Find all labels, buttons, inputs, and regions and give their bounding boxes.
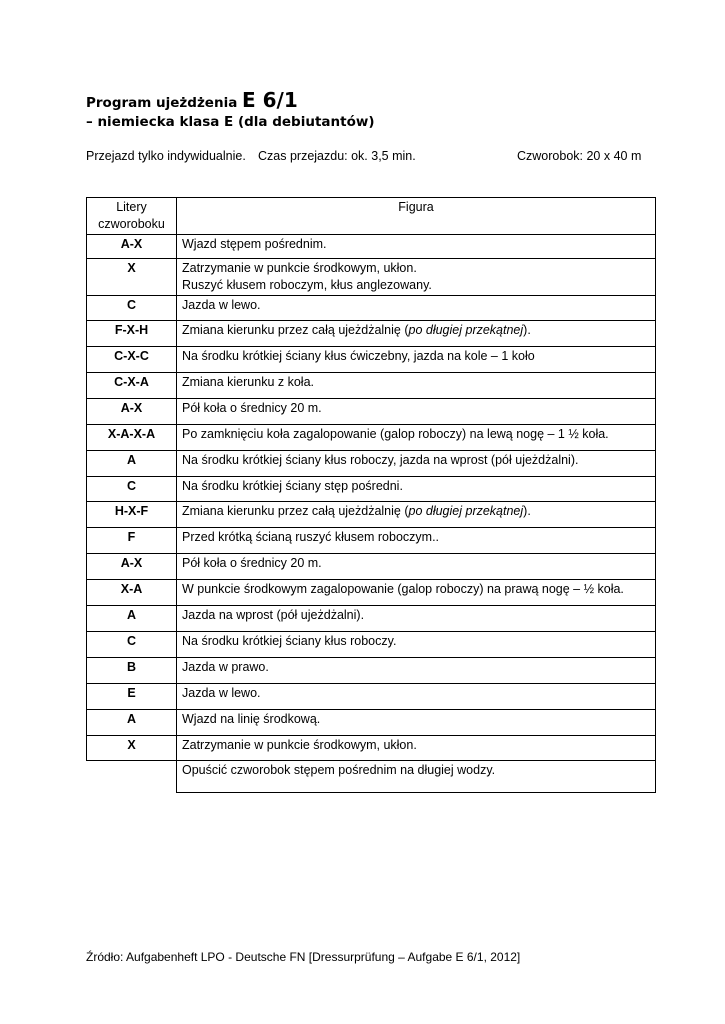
ride-time: Czas przejazdu: ok. 3,5 min. bbox=[258, 149, 416, 163]
figure-text: Po zamknięciu koła zagalopowanie (galop roboczy) na lewą nogę – 1 ½ koła. bbox=[182, 427, 609, 441]
table-row bbox=[87, 347, 656, 373]
row-letters: X bbox=[87, 259, 177, 296]
row-figure bbox=[177, 632, 656, 658]
row-letters: A-X bbox=[87, 399, 177, 425]
row-letters: A-X bbox=[87, 554, 177, 580]
table-row bbox=[87, 235, 656, 259]
row-letters: X bbox=[87, 736, 177, 761]
row-figure bbox=[177, 761, 656, 793]
row-letters: H-X-F bbox=[87, 502, 177, 528]
figure-text: Przed krótką ścianą ruszyć kłusem roboczym.. bbox=[182, 530, 440, 544]
figure-text: Zatrzymanie w punkcie środkowym, ukłon. bbox=[182, 261, 417, 275]
figure-text: Na środku krótkiej ściany kłus roboczy, jazda na wprost (pół ujeżdżalni). bbox=[182, 453, 579, 467]
document-subtitle: – niemiecka klasa E (dla debiutantów) bbox=[86, 114, 375, 130]
test-code: E 6/1 bbox=[242, 88, 298, 112]
figure-text: Pół koła o średnicy 20 m. bbox=[182, 401, 322, 415]
header-figure: Figura bbox=[177, 198, 656, 235]
row-figure bbox=[177, 451, 656, 477]
row-letters: F-X-H bbox=[87, 321, 177, 347]
row-figure bbox=[177, 684, 656, 710]
figure-text: Pół koła o średnicy 20 m. bbox=[182, 556, 322, 570]
figure-text: Na środku krótkiej ściany kłus roboczy. bbox=[182, 634, 397, 648]
table-row bbox=[87, 710, 656, 736]
title-prefix: Program ujeżdżenia bbox=[86, 95, 243, 111]
figure-text: Jazda w prawo. bbox=[182, 660, 269, 674]
figure-text: Zmiana kierunku z koła. bbox=[182, 375, 315, 389]
figure-text: Jazda na wprost (pół ujeżdżalni). bbox=[182, 608, 365, 622]
row-letters: X-A bbox=[87, 580, 177, 606]
row-letters: C bbox=[87, 296, 177, 321]
figure-text: Jazda w lewo. bbox=[182, 298, 261, 312]
figure-text: Zmiana kierunku przez całą ujeżdżalnię ( bbox=[182, 323, 409, 337]
figure-italic-text: po długiej przekątnej bbox=[408, 323, 524, 337]
row-letters: A bbox=[87, 606, 177, 632]
table-row bbox=[87, 554, 656, 580]
ride-mode: Przejazd tylko indywidualnie. bbox=[86, 149, 246, 163]
figure-text-end: ). bbox=[523, 323, 531, 337]
row-letters: E bbox=[87, 684, 177, 710]
figure-text: Opuścić czworobok stępem pośrednim na długiej wodzy. bbox=[182, 763, 496, 777]
table-row bbox=[87, 761, 656, 793]
figure-text-end: ). bbox=[523, 504, 531, 518]
row-figure bbox=[177, 554, 656, 580]
row-figure bbox=[177, 259, 656, 296]
figure-text: W punkcie środkowym zagalopowanie (galop roboczy) na prawą nogę – ½ koła. bbox=[182, 582, 624, 596]
row-figure bbox=[177, 606, 656, 632]
table-row bbox=[87, 321, 656, 347]
row-figure bbox=[177, 373, 656, 399]
row-figure bbox=[177, 321, 656, 347]
figure-text: Wjazd na linię środkową. bbox=[182, 712, 321, 726]
row-figure bbox=[177, 477, 656, 502]
row-letters: F bbox=[87, 528, 177, 554]
row-figure bbox=[177, 425, 656, 451]
table-header-row bbox=[87, 198, 656, 235]
table-row bbox=[87, 606, 656, 632]
row-letters: C-X-C bbox=[87, 347, 177, 373]
figure-text: Wjazd stępem pośrednim. bbox=[182, 237, 327, 251]
figure-italic-text: po długiej przekątnej bbox=[408, 504, 524, 518]
row-letters: C bbox=[87, 632, 177, 658]
table-row bbox=[87, 632, 656, 658]
table-row bbox=[87, 373, 656, 399]
table-row bbox=[87, 658, 656, 684]
table-row bbox=[87, 451, 656, 477]
arena-size: Czworobok: 20 x 40 m bbox=[517, 149, 642, 163]
document-title bbox=[86, 88, 298, 112]
dressage-test-table bbox=[86, 197, 656, 793]
figure-text: Na środku krótkiej ściany kłus ćwiczebny, jazda na kole – 1 koło bbox=[182, 349, 535, 363]
row-letters: C bbox=[87, 477, 177, 502]
table-row bbox=[87, 580, 656, 606]
table-row bbox=[87, 259, 656, 296]
figure-text: Na środku krótkiej ściany stęp pośredni. bbox=[182, 479, 403, 493]
table-row bbox=[87, 425, 656, 451]
table-row bbox=[87, 477, 656, 502]
figure-text-line2: Ruszyć kłusem roboczym, kłus anglezowany. bbox=[182, 278, 432, 292]
table-row bbox=[87, 684, 656, 710]
row-letters: A bbox=[87, 710, 177, 736]
row-figure bbox=[177, 502, 656, 528]
table-row bbox=[87, 296, 656, 321]
row-letters: A bbox=[87, 451, 177, 477]
row-figure bbox=[177, 580, 656, 606]
row-figure bbox=[177, 399, 656, 425]
row-letters: A-X bbox=[87, 235, 177, 259]
row-letters bbox=[87, 761, 177, 793]
row-letters: X-A-X-A bbox=[87, 425, 177, 451]
row-letters: B bbox=[87, 658, 177, 684]
row-figure bbox=[177, 710, 656, 736]
figure-text: Zmiana kierunku przez całą ujeżdżalnię ( bbox=[182, 504, 409, 518]
row-figure bbox=[177, 235, 656, 259]
source-note: Źródło: Aufgabenheft LPO - Deutsche FN [Dressurprüfung – Aufgabe E 6/1, 2012] bbox=[86, 950, 521, 964]
row-figure bbox=[177, 736, 656, 761]
table-row bbox=[87, 399, 656, 425]
row-figure bbox=[177, 347, 656, 373]
figure-text: Jazda w lewo. bbox=[182, 686, 261, 700]
row-figure bbox=[177, 296, 656, 321]
figure-text: Zatrzymanie w punkcie środkowym, ukłon. bbox=[182, 738, 417, 752]
row-figure bbox=[177, 528, 656, 554]
table-row bbox=[87, 736, 656, 761]
table-row bbox=[87, 528, 656, 554]
row-letters: C-X-A bbox=[87, 373, 177, 399]
row-figure bbox=[177, 658, 656, 684]
header-letters: Litery czworoboku bbox=[87, 198, 177, 235]
table-row bbox=[87, 502, 656, 528]
